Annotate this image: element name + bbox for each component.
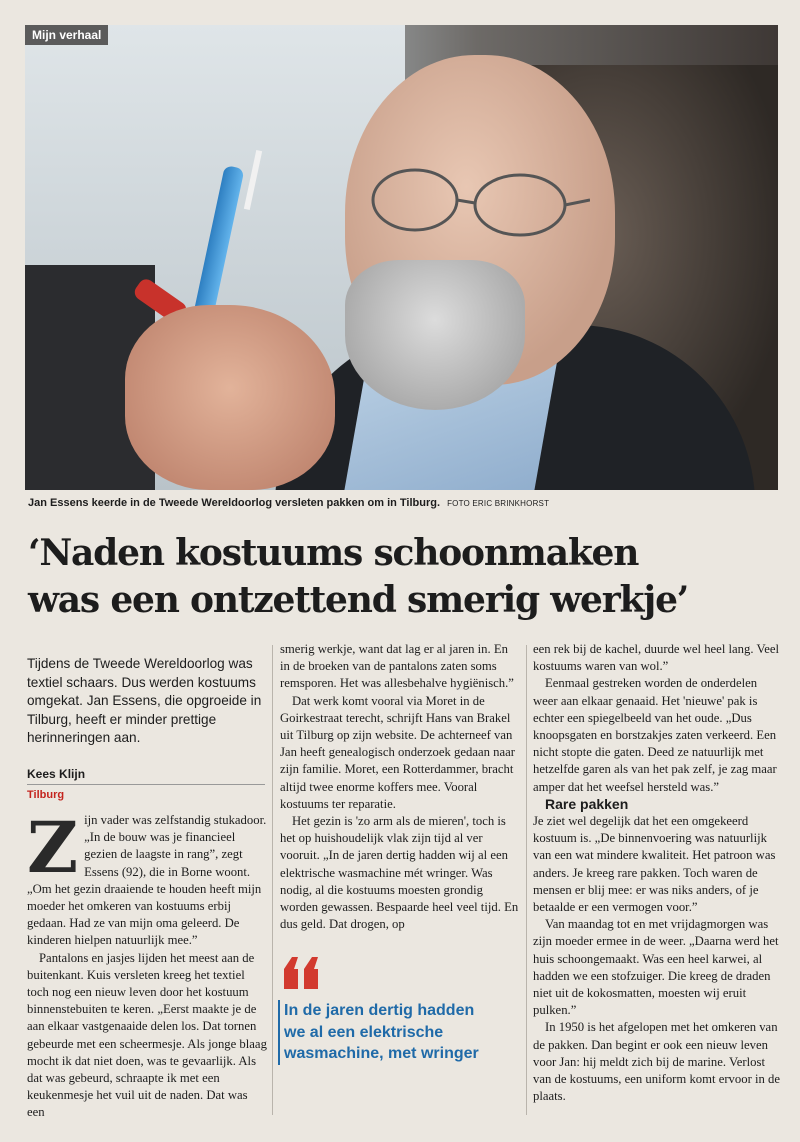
byline-author: Kees Klijn [27,767,265,785]
photo-hand [125,305,335,490]
dropcap: Z [27,806,79,889]
subheading: Rare pakken [545,795,629,812]
intro-paragraph: Tijdens de Tweede Wereldoorlog was textiel schaars. Dus werden kostuums omgekat. Jan Essens, die opgroeide in Tilburg, heeft er minder prettige herinneringen aan. [27,656,262,746]
photo-credit: FOTO ERIC BRINKHORST [447,499,550,508]
headline [28,530,778,624]
column-divider-2 [526,645,527,1115]
body-paragraph: ijn vader was zelfstandig stukadoor. „In de bouw was je financieel gezien de laagste in rang”, zegt Essens (92), die in Borne woont. „Om het gezin draaiende te houden heeft mijn moeder het omkeren van kostuums erbij gedaan. Had ze van mijn oma geleerd. De kinderen hielpen natuurlijk mee.” [27,813,267,948]
body-paragraph: Eenmaal gestreken worden de onderdelen weer aan elkaar genaaid. Het 'nieuwe' pak is echter een spiegelbeeld van het oude. „Dus knoopsgaten en borstzakjes zaten verkeerd. Een nicht stopte die gaten. Deed ze natuurlijk met hetzelfde garen als van het pak zelf, je zag maar amper dat het weefsel hersteld was.” [533,676,777,794]
article-column-3 [533,641,783,1105]
article-photo [25,25,778,490]
article-column-1 [27,806,267,1122]
article-column-2 [280,641,520,933]
headline-line-1: ‘Naden kostuums schoonmaken [28,532,639,574]
column-divider-1 [272,645,273,1115]
body-paragraph: In 1950 is het afgelopen met het omkeren van de pakken. Dan begint er ook een nieuw leven voor Jan: hij meldt zich bij de marine. Verlost van de kostuums, een uniform komt ervoor in de plaats. [533,1020,781,1104]
headline-line-2: was een ontzettend smerig werkje’ [28,579,689,621]
body-paragraph: Het gezin is 'zo arm als de mieren', toch is het op huishoudelijk vlak zijn tijd al ver vooruit. „In de jaren dertig hadden wij al een elektrische wasmachine mét wringer. Was nodig, al die kostuums moesten grondig worden gewassen. Bespaarde heel veel tijd. En dus geld. Dat drogen, op [280,814,519,932]
caption-text: Jan Essens keerde in de Tweede Wereldoorlog versleten pakken om in Tilburg. [28,497,441,509]
quote-mark-icon [282,955,322,989]
body-paragraph: Je ziet wel degelijk dat het een omgekeerd kostuum is. „De binnenvoering was natuurlijk van een wat mindere kwaliteit. Het patroon was anders. Je kreeg rare pakken. Toch waren de mensen er blij mee: er was niks anders, of je betaalde er een vermogen voor.” [533,814,776,915]
section-label: Mijn verhaal [25,25,108,45]
body-paragraph: een rek bij de kachel, duurde wel heel lang. Veel kostuums waren van wol.” [533,642,780,674]
body-paragraph: smerig werkje, want dat lag er al jaren in. En in de broeken van de pantalons zaten soms remsporen. Het was allesbehalve hygiënisch.” [280,642,514,691]
pull-quote: In de jaren dertig hadden we al een elektrische wasmachine, met wringer [278,1000,484,1065]
dateline: Tilburg [27,789,65,801]
body-paragraph: Dat werk komt vooral via Moret in de Goirkestraat terecht, schrijft Hans van Brakel uit Tilburg op zijn website. De achterneef van Jan heeft genealogisch onderzoek gedaan naar zijn familie. Moret, een Rotterdammer, bracht altijd twee enorme koffers mee. Vooral kostuums ter reparatie. [280,693,515,811]
photo-beard [345,260,525,410]
photo-caption [28,497,778,509]
body-paragraph: Van maandag tot en met vrijdagmorgen was zijn moeder ermee in de weer. „Daarna werd het huis schoongemaakt. Was een heel karwei, al hadden we een stofzuiger. Die kreeg de draden niet uit de kokosmatten, moesten wij eruit pulken.” [533,917,779,1018]
body-paragraph: Pantalons en jasjes lijden het meest aan de buitenkant. Kuis versleten kreeg het textiel toch nog een nieuw leven door het kostuum binnenstebuiten te keren. „Eerst maakte je de aan elkaar vastgenaaide delen los. Dat tornen gebeurde met een scheermesje. Als jonge blaag mocht ik dat niet doen, was te gevaarlijk. Als dat was gebeurd, schraapte ik met een keukenmesje het vuil uit de naden. Dat was een [27,950,267,1120]
photo-glasses [360,165,590,240]
